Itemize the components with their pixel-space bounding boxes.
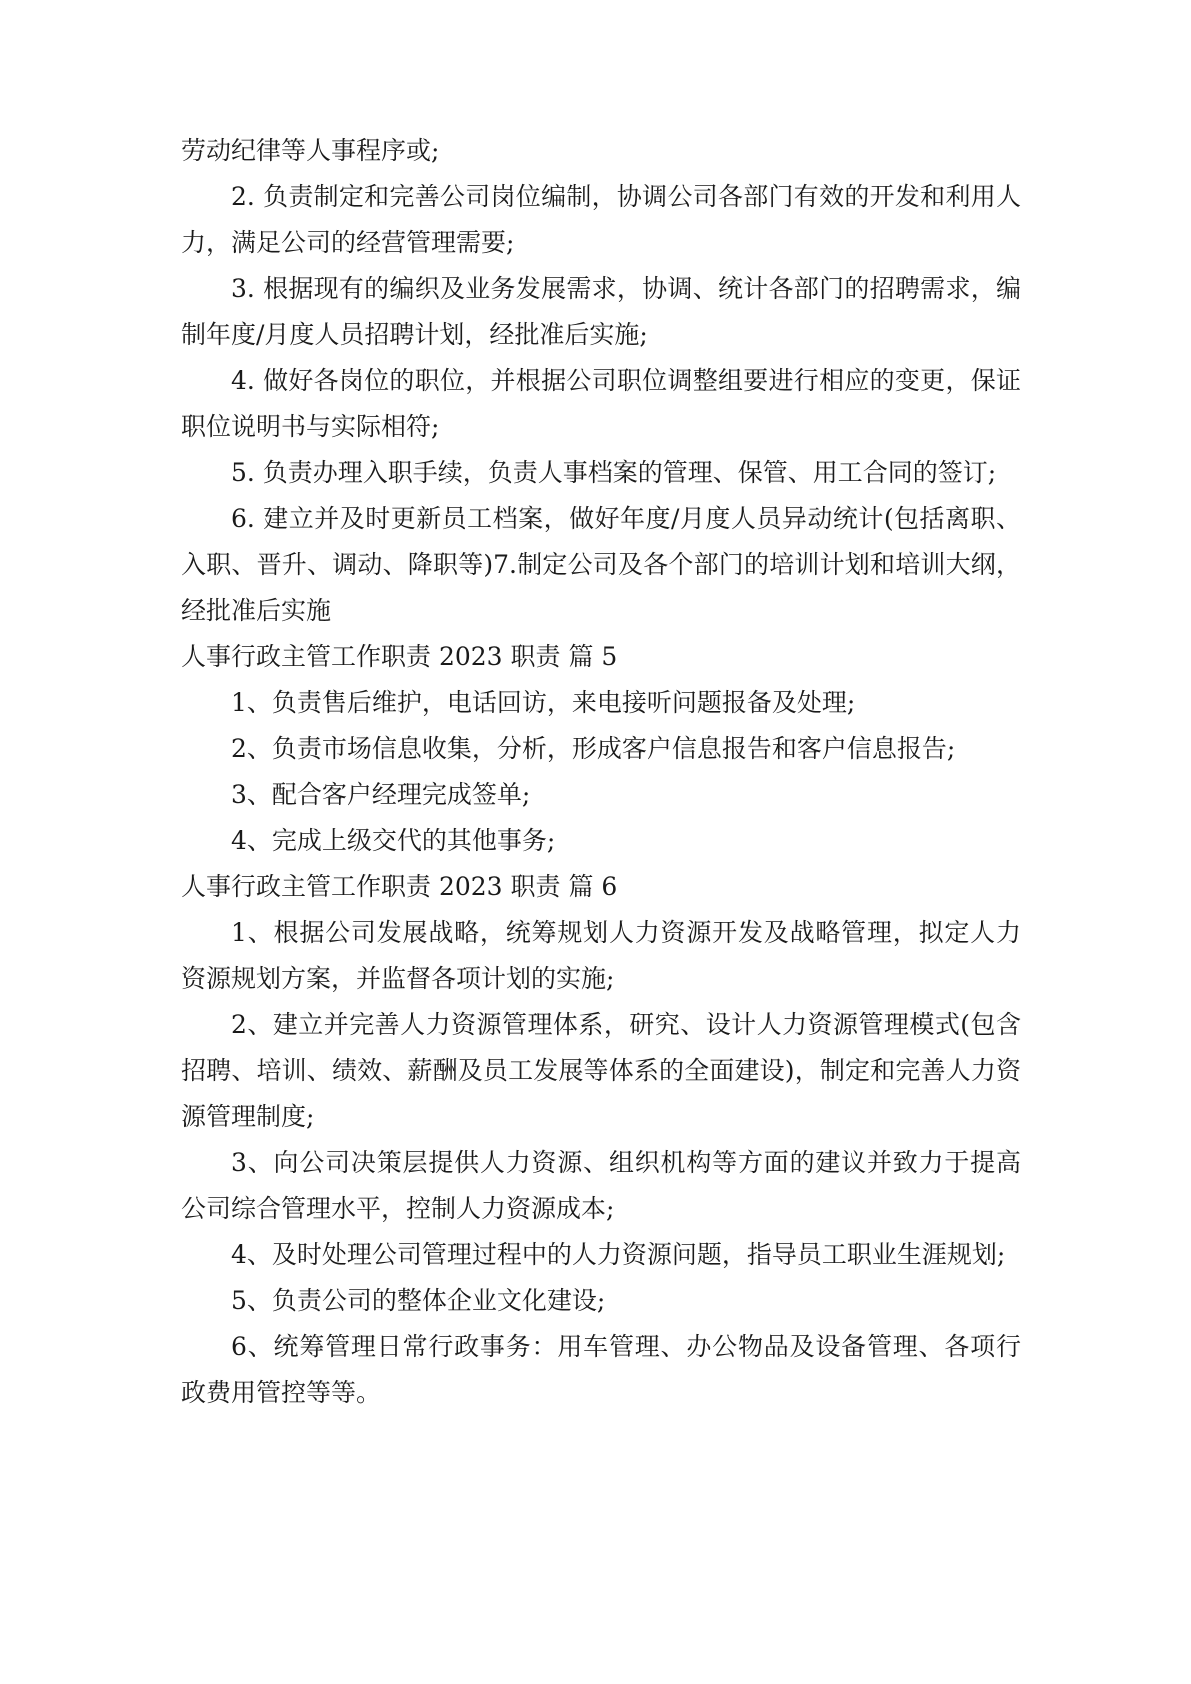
paragraph: 6、统筹管理日常行政事务：用车管理、办公物品及设备管理、各项行政费用管控等等。 <box>181 1332 1021 1407</box>
paragraph: 4、完成上级交代的其他事务; <box>231 826 556 855</box>
section-heading: 人事行政主管工作职责 2023 职责 篇 6 <box>181 872 618 901</box>
paragraph: 1、根据公司发展战略，统筹规划人力资源开发及战略管理，拟定人力资源规划方案，并监督各项计划的实施; <box>181 918 1021 993</box>
paragraph: 3、向公司决策层提供人力资源、组织机构等方面的建议并致力于提高公司综合管理水平，控制人力资源成本; <box>181 1148 1021 1223</box>
paragraph: 3、配合客户经理完成签单; <box>231 780 531 809</box>
paragraph: 2、建立并完善人力资源管理体系，研究、设计人力资源管理模式(包含招聘、培训、绩效、薪酬及员工发展等体系的全面建设)，制定和完善人力资源管理制度; <box>181 1010 1021 1131</box>
paragraph: 5、负责公司的整体企业文化建设; <box>231 1286 606 1315</box>
paragraph: 5. 负责办理入职手续，负责人事档案的管理、保管、用工合同的签订; <box>231 458 997 487</box>
paragraph: 劳动纪律等人事程序或; <box>181 136 440 165</box>
paragraph: 6. 建立并及时更新员工档案，做好年度/月度人员异动统计(包括离职、入职、晋升、调动、降职等)7.制定公司及各个部门的培训计划和培训大纲，经批准后实施 <box>181 504 1021 625</box>
paragraph: 2. 负责制定和完善公司岗位编制，协调公司各部门有效的开发和利用人力，满足公司的经营管理需要; <box>181 182 1021 257</box>
section-heading: 人事行政主管工作职责 2023 职责 篇 5 <box>181 642 618 671</box>
paragraph: 2、负责市场信息收集，分析，形成客户信息报告和客户信息报告; <box>231 734 956 763</box>
document-page <box>181 128 1021 1416</box>
paragraph: 1、负责售后维护，电话回访，来电接听问题报备及处理; <box>231 688 856 717</box>
paragraph: 4. 做好各岗位的职位，并根据公司职位调整组要进行相应的变更，保证职位说明书与实际相符; <box>181 366 1021 441</box>
paragraph: 4、及时处理公司管理过程中的人力资源问题，指导员工职业生涯规划; <box>231 1240 1006 1269</box>
paragraph: 3. 根据现有的编织及业务发展需求，协调、统计各部门的招聘需求，编制年度/月度人员招聘计划，经批准后实施; <box>181 274 1021 349</box>
